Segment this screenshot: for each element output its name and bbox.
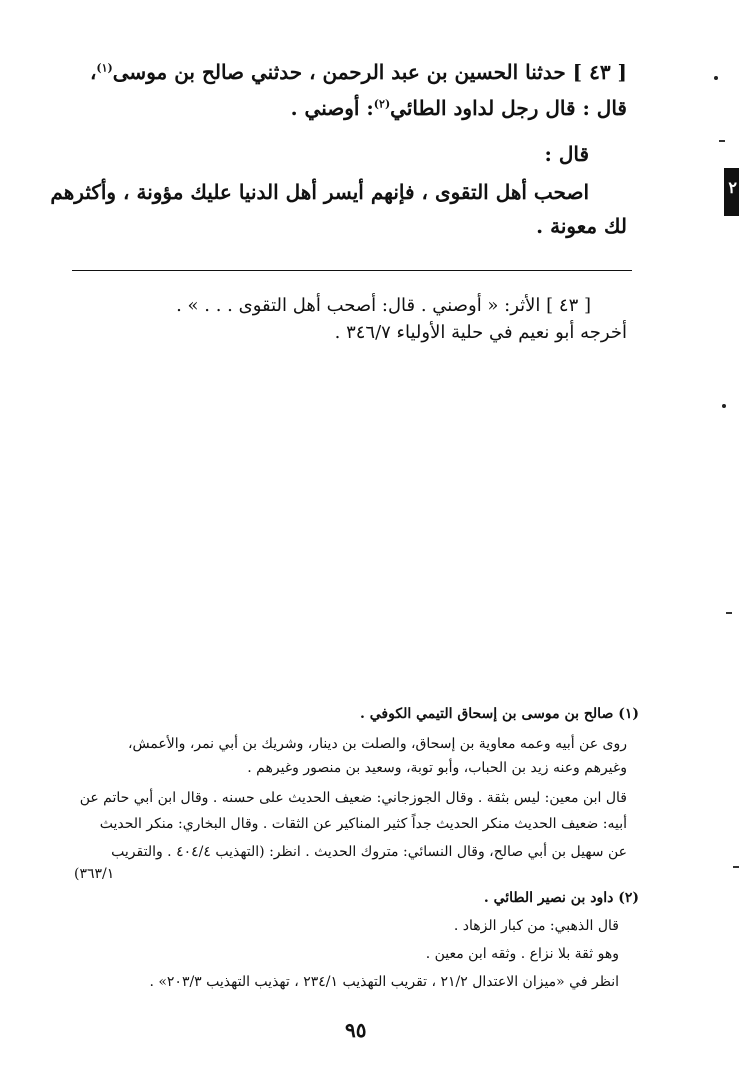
- main-line-1-end: ،: [89, 60, 97, 84]
- footnote-ref-2: (٢): [373, 97, 391, 111]
- footnote-2-line-2: وهو ثقة بلا نزاع . وثقه ابن معين .: [425, 946, 619, 962]
- footnote-1-line-3: قال ابن معين: ليس بثقة . وقال الجوزجاني: ضعيف الحديث على حسنه . وقال ابن أبي حاتم عن: [79, 790, 627, 806]
- main-line-4: اصحب أهل التقوى ، فإنهم أيسر أهل الدنيا عليك مؤونة ، وأكثرهم: [50, 180, 589, 204]
- footnote-2-title: (٢) داود بن نصير الطائي .: [483, 890, 639, 906]
- scan-speck: [726, 612, 732, 614]
- footnote-1-line-5: عن سهيل بن أبي صالح، وقال النسائي: متروك الحديث . انظر: (التهذيب ٤٠٤/٤ . والتقريب: [111, 844, 627, 860]
- footnote-2-line-1: قال الذهبي: من كبار الزهاد .: [453, 918, 619, 934]
- takhrij-line-1: [ ٤٣ ] الأثر: « أوصني . قال: أصحب أهل التقوى . . . » .: [176, 295, 591, 316]
- edge-tab-glyph: ٢: [728, 178, 737, 197]
- scan-speck: [719, 140, 725, 142]
- footnote-1-line-2: وغيرهم وعنه زيد بن الحباب، وأبو توبة، وسعيد بن منصور وغيرهم .: [247, 760, 627, 776]
- main-line-2-text: قال : قال رجل لداود الطائي: [390, 96, 627, 120]
- scan-speck: [733, 866, 739, 868]
- scan-speck: [722, 404, 726, 408]
- footnote-1-line-6: ٣٦٣/١): [74, 866, 115, 882]
- footnote-ref-1: (١): [96, 61, 113, 75]
- main-line-2: [291, 96, 627, 120]
- page-number: ٩٥: [345, 1018, 367, 1042]
- main-line-1: [90, 60, 627, 84]
- main-line-3: قال :: [544, 142, 589, 166]
- scan-speck: [714, 76, 718, 80]
- main-line-1-text: [ ٤٣ ] حدثنا الحسين بن عبد الرحمن ، حدثني صالح بن موسى: [112, 60, 627, 84]
- footnote-2-line-3: انظر في «ميزان الاعتدال ٢١/٢ ، تقريب التهذيب ٢٣٤/١ ، تهذيب التهذيب ٢٠٣/٣» .: [149, 974, 619, 990]
- main-line-5: لك معونة .: [536, 214, 627, 238]
- footnote-1-title: (١) صالح بن موسى بن إسحاق التيمي الكوفي .: [360, 706, 639, 722]
- footnote-1-line-4: أبيه: ضعيف الحديث منكر الحديث جداً كثير المناكير عن الثقات . وقال البخاري: منكر الحديث: [99, 816, 627, 832]
- footnote-1-line-1: روى عن أبيه وعمه معاوية بن إسحاق، والصلت بن دينار، وشريك بن أبي نمر، والأعمش،: [127, 736, 627, 752]
- main-line-2-end: : أوصني .: [290, 96, 374, 120]
- separator-rule: [72, 270, 632, 271]
- takhrij-line-2: أخرجه أبو نعيم في حلية الأولياء ٣٤٦/٧ .: [334, 322, 627, 343]
